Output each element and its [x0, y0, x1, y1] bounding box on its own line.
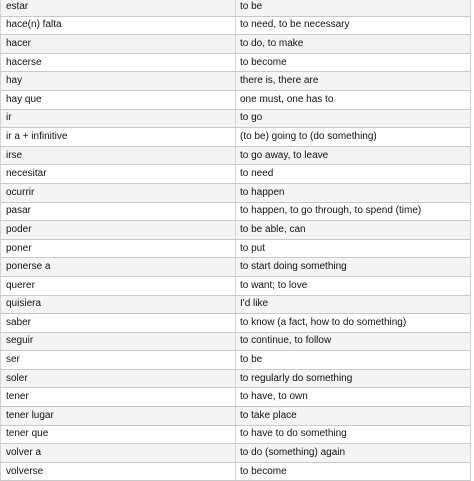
english-translation-cell: to go — [236, 109, 471, 128]
table-row — [1, 109, 471, 128]
table-row — [1, 16, 471, 35]
english-translation-cell: to want; to love — [236, 276, 471, 295]
spanish-term-cell: irse — [1, 146, 236, 165]
table-row — [1, 128, 471, 147]
spanish-term-cell: ir a + infinitive — [1, 128, 236, 147]
english-translation-cell: to start doing something — [236, 258, 471, 277]
english-translation-cell: to know (a fact, how to do something) — [236, 314, 471, 333]
spanish-term-cell: poder — [1, 221, 236, 240]
spanish-term-cell: hace(n) falta — [1, 16, 236, 35]
english-translation-cell: to do (something) again — [236, 444, 471, 463]
english-translation-cell: to regularly do something — [236, 369, 471, 388]
spanish-term-cell: ocurrir — [1, 183, 236, 202]
english-translation-cell: to happen, to go through, to spend (time) — [236, 202, 471, 221]
spanish-term-cell: ponerse a — [1, 258, 236, 277]
table-row — [1, 0, 471, 16]
english-translation-cell: to become — [236, 53, 471, 72]
table-row — [1, 425, 471, 444]
table-row — [1, 221, 471, 240]
table-row — [1, 276, 471, 295]
table-row — [1, 146, 471, 165]
english-translation-cell: to go away, to leave — [236, 146, 471, 165]
spanish-term-cell: hacer — [1, 35, 236, 54]
english-translation-cell: to continue, to follow — [236, 332, 471, 351]
english-translation-cell: I'd like — [236, 295, 471, 314]
table-row — [1, 183, 471, 202]
spanish-term-cell: volver a — [1, 444, 236, 463]
spanish-term-cell: quisiera — [1, 295, 236, 314]
spanish-term-cell: tener — [1, 388, 236, 407]
table-row — [1, 351, 471, 370]
table-row — [1, 369, 471, 388]
english-translation-cell: to be — [236, 351, 471, 370]
spanish-term-cell: hay que — [1, 90, 236, 109]
english-translation-cell: to put — [236, 239, 471, 258]
spanish-term-cell: estar — [1, 0, 236, 16]
table-row — [1, 90, 471, 109]
table-row — [1, 258, 471, 277]
table-row — [1, 407, 471, 426]
english-translation-cell: to have, to own — [236, 388, 471, 407]
english-translation-cell: to need — [236, 165, 471, 184]
table-row — [1, 332, 471, 351]
english-translation-cell: to happen — [236, 183, 471, 202]
table-row — [1, 72, 471, 91]
english-translation-cell: to take place — [236, 407, 471, 426]
spanish-term-cell: hay — [1, 72, 236, 91]
english-translation-cell: to have to do something — [236, 425, 471, 444]
english-translation-cell: to be — [236, 0, 471, 16]
english-translation-cell: (to be) going to (do something) — [236, 128, 471, 147]
spanish-term-cell: volverse — [1, 462, 236, 481]
table-row — [1, 314, 471, 333]
english-translation-cell: to do, to make — [236, 35, 471, 54]
table-row — [1, 165, 471, 184]
english-translation-cell: one must, one has to — [236, 90, 471, 109]
table-row — [1, 202, 471, 221]
spanish-term-cell: tener que — [1, 425, 236, 444]
spanish-term-cell: seguir — [1, 332, 236, 351]
spanish-term-cell: ser — [1, 351, 236, 370]
spanish-term-cell: saber — [1, 314, 236, 333]
vocabulary-table-body — [1, 0, 471, 481]
english-translation-cell: to be able, can — [236, 221, 471, 240]
spanish-term-cell: ir — [1, 109, 236, 128]
table-row — [1, 444, 471, 463]
spanish-term-cell: necesitar — [1, 165, 236, 184]
spanish-term-cell: poner — [1, 239, 236, 258]
table-row — [1, 239, 471, 258]
spanish-term-cell: querer — [1, 276, 236, 295]
table-row — [1, 462, 471, 481]
table-row — [1, 295, 471, 314]
english-translation-cell: there is, there are — [236, 72, 471, 91]
english-translation-cell: to become — [236, 462, 471, 481]
table-row — [1, 53, 471, 72]
spanish-term-cell: soler — [1, 369, 236, 388]
english-translation-cell: to need, to be necessary — [236, 16, 471, 35]
spanish-term-cell: hacerse — [1, 53, 236, 72]
table-row — [1, 35, 471, 54]
spanish-term-cell: pasar — [1, 202, 236, 221]
spanish-term-cell: tener lugar — [1, 407, 236, 426]
table-row — [1, 388, 471, 407]
